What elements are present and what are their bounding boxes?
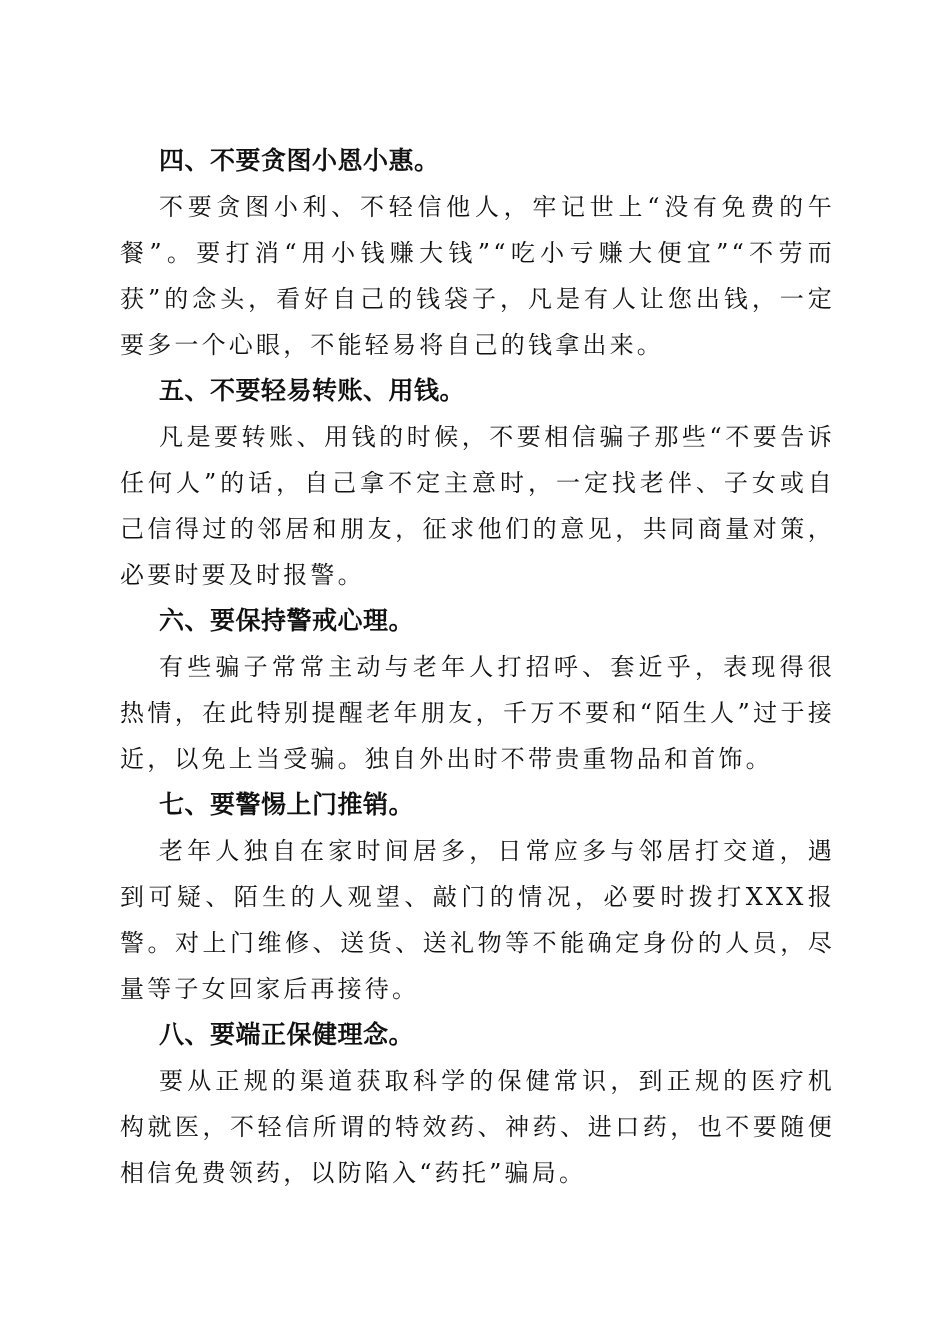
section-paragraph: 老年人独自在家时间居多，日常应多与邻居打交道，遇到可疑、陌生的人观望、敲门的情况，必要时拨打XXX报警。对上门维修、送货、送礼物等不能确定身份的人员，尽量等子女回家后再接待。 [120, 837, 835, 1003]
section-paragraph: 有些骗子常常主动与老年人打招呼、套近乎，表现得很热情，在此特别提醒老年朋友，千万不要和“陌生人”过于接近，以免上当受骗。独自外出时不带贵重物品和首饰。 [120, 653, 835, 773]
section-paragraph: 要从正规的渠道获取科学的保健常识，到正规的医疗机构就医，不轻信所谓的特效药、神药、进口药，也不要随便相信免费领药，以防陷入“药托”骗局。 [120, 1067, 835, 1187]
section-heading: 七、要警惕上门推销。 [159, 790, 415, 819]
section-heading: 六、要保持警戒心理。 [159, 606, 415, 635]
section-heading: 四、不要贪图小恩小惠。 [159, 146, 440, 175]
section-heading: 八、要端正保健理念。 [159, 1020, 415, 1049]
section-paragraph: 不要贪图小利、不轻信他人，牢记世上“没有免费的午餐”。要打消“用小钱赚大钱”“吃小亏赚大便宜”“不劳而获”的念头，看好自己的钱袋子，凡是有人让您出钱，一定要多一个心眼，不能轻易将自己的钱拿出来。 [120, 193, 835, 359]
section-paragraph: 凡是要转账、用钱的时候，不要相信骗子那些“不要告诉任何人”的话，自己拿不定主意时，一定找老伴、子女或自己信得过的邻居和朋友，征求他们的意见，共同商量对策，必要时要及时报警。 [120, 423, 835, 589]
document-body [120, 138, 835, 1196]
section-heading: 五、不要轻易转账、用钱。 [159, 376, 466, 405]
